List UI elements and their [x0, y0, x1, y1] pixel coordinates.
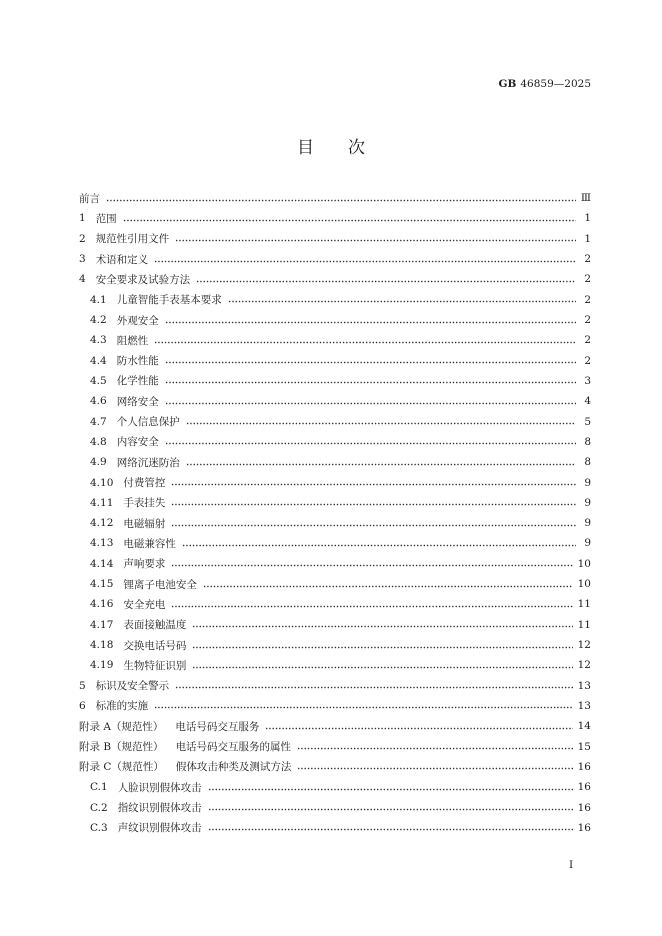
- toc-entry-title: 范围: [95, 212, 117, 225]
- toc-entry-4-17: [79, 615, 591, 635]
- toc-entry-4-5: [79, 371, 591, 391]
- toc-entry-page: 9: [584, 517, 591, 530]
- toc-entry-page: 1: [584, 232, 591, 245]
- dot-leader: [171, 564, 572, 567]
- toc-entry-title: 电话号码交互服务: [175, 720, 260, 733]
- toc-entry-4-13: [79, 533, 591, 553]
- dot-leader: [265, 727, 572, 730]
- dot-leader: [165, 381, 576, 384]
- dot-leader: [192, 666, 572, 669]
- toc-entry-number: 3: [79, 253, 86, 266]
- table-of-contents: [79, 188, 591, 838]
- toc-entry-title: 交换电话号码: [123, 639, 187, 652]
- toc-entry-title: 安全充电: [123, 598, 166, 611]
- toc-entry-4-15: [79, 574, 591, 594]
- toc-entry-page: 14: [577, 720, 591, 733]
- toc-entry-title: 内容安全: [116, 436, 159, 449]
- toc-entry-annex-b: [79, 736, 591, 756]
- toc-entry-4-7: [79, 411, 591, 431]
- dot-leader: [182, 544, 576, 547]
- toc-entry-title: 手表挂失: [123, 497, 166, 510]
- toc-entry-page: 11: [577, 618, 591, 631]
- toc-entry-page: 16: [577, 760, 591, 773]
- dot-leader: [165, 402, 576, 405]
- page-number: I: [569, 859, 574, 871]
- dot-leader: [228, 300, 576, 303]
- dot-leader: [123, 219, 576, 222]
- toc-entry-number: 4.1: [90, 293, 107, 306]
- dot-leader: [297, 747, 573, 750]
- toc-entry-title: 外观安全: [116, 314, 159, 327]
- toc-entry-title: 阻燃性: [116, 334, 149, 347]
- toc-entry-number: 4.7: [90, 415, 107, 428]
- toc-entry-5: [79, 676, 591, 696]
- toc-entry-page: 5: [584, 415, 591, 428]
- toc-entry-number: 2: [79, 232, 86, 245]
- toc-entry-4-9: [79, 452, 591, 472]
- dot-leader: [154, 341, 576, 344]
- toc-entry-number: 4.10: [90, 476, 114, 489]
- dot-leader: [165, 361, 576, 364]
- toc-entry-number: 4.19: [90, 659, 114, 672]
- toc-entry-title: 儿童智能手表基本要求: [116, 294, 222, 307]
- toc-entry-4: [79, 269, 591, 289]
- dot-leader: [196, 280, 576, 283]
- dot-leader: [186, 422, 576, 425]
- dot-leader: [175, 686, 572, 689]
- toc-entry-page: 8: [584, 435, 591, 448]
- toc-entry-page: 9: [584, 476, 591, 489]
- toc-entry-number: 4.18: [90, 639, 114, 652]
- toc-entry-title: 前言: [79, 192, 100, 205]
- standard-code: [499, 78, 591, 90]
- dot-leader: [192, 646, 572, 649]
- toc-entry-page: 4: [584, 395, 591, 408]
- toc-entry-page: 16: [577, 801, 591, 814]
- toc-entry-c-1: [79, 777, 591, 797]
- toc-entry-4-8: [79, 432, 591, 452]
- toc-entry-4-18: [79, 635, 591, 655]
- toc-entry-number: 4.4: [90, 354, 107, 367]
- toc-entry-page: 10: [577, 578, 591, 591]
- toc-entry-title: 标准的实施: [95, 700, 149, 713]
- toc-entry-number: 6: [79, 699, 86, 712]
- toc-entry-title: 网络安全: [116, 395, 159, 408]
- toc-entry-title: 电话号码交互服务的属性: [175, 741, 292, 754]
- toc-entry-4-1: [79, 290, 591, 310]
- toc-entry-number: 4.11: [90, 496, 114, 509]
- toc-entry-number: C.3: [90, 821, 108, 834]
- toc-entry-page: 15: [577, 740, 591, 753]
- toc-entry-page: 9: [584, 537, 591, 550]
- toc-entry-number: 5: [79, 679, 86, 692]
- dot-leader: [165, 442, 576, 445]
- dot-leader: [208, 808, 573, 811]
- toc-entry-number: 1: [79, 212, 86, 225]
- toc-entry-title: 声纹识别假体攻击: [117, 822, 202, 835]
- toc-entry-4-11: [79, 493, 591, 513]
- toc-entry-page: 2: [584, 334, 591, 347]
- dot-leader: [171, 605, 572, 608]
- toc-entry-number: 附录 B（规范性）: [79, 741, 164, 754]
- toc-entry-page: 12: [577, 639, 591, 652]
- toc-entry-4-3: [79, 330, 591, 350]
- toc-entry-page: 2: [584, 314, 591, 327]
- toc-entry-title: 人脸识别假体攻击: [117, 781, 202, 794]
- toc-entry-number: 4: [79, 273, 86, 286]
- toc-entry-title: 化学性能: [116, 375, 159, 388]
- toc-entry-1: [79, 208, 591, 228]
- toc-entry-page: 11: [577, 598, 591, 611]
- toc-entry-number: 附录 A（规范性）: [79, 720, 164, 733]
- toc-entry-title: 标识及安全警示: [95, 680, 170, 693]
- toc-entry-c-2: [79, 797, 591, 817]
- standard-code-prefix: GB: [498, 78, 517, 90]
- toc-entry-4-14: [79, 554, 591, 574]
- dot-leader: [208, 788, 573, 791]
- toc-entry-number: 附录 C（规范性）: [79, 761, 164, 774]
- toc-entry-title: 个人信息保护: [116, 416, 180, 429]
- toc-entry-title: 表面接触温度: [123, 619, 187, 632]
- toc-entry-page: 16: [577, 781, 591, 794]
- toc-entry-4-6: [79, 391, 591, 411]
- toc-entry-page: 9: [584, 496, 591, 509]
- toc-entry-page: 13: [577, 679, 591, 692]
- toc-entry-title: 规范性引用文件: [95, 233, 170, 246]
- toc-entry-page: Ⅲ: [580, 192, 591, 205]
- toc-entry-page: 2: [584, 354, 591, 367]
- toc-entry-4-12: [79, 513, 591, 533]
- toc-entry-title: 电磁辐射: [123, 517, 166, 530]
- toc-entry-number: 4.8: [90, 435, 107, 448]
- toc-entry-page: 2: [584, 273, 591, 286]
- toc-entry-page: 12: [577, 659, 591, 672]
- toc-entry-annex-c: [79, 757, 591, 777]
- toc-entry-2: [79, 229, 591, 249]
- dot-leader: [203, 585, 573, 588]
- toc-entry-number: 4.3: [90, 334, 107, 347]
- toc-entry-number: 4.16: [90, 598, 114, 611]
- toc-entry-page: 16: [577, 821, 591, 834]
- toc-entry-title: 付费管控: [123, 477, 166, 490]
- toc-entry-page: 8: [584, 456, 591, 469]
- toc-entry-page: 2: [584, 253, 591, 266]
- toc-entry-number: 4.17: [90, 618, 114, 631]
- toc-entry-number: 4.6: [90, 395, 107, 408]
- toc-entry-number: 4.9: [90, 456, 107, 469]
- toc-entry-4-4: [79, 351, 591, 371]
- toc-entry-title: 指纹识别假体攻击: [117, 802, 202, 815]
- dot-leader: [171, 483, 576, 486]
- toc-entry-title: 电磁兼容性: [123, 537, 176, 550]
- toc-entry-annex-a: [79, 716, 591, 736]
- toc-entry-title: 锂离子电池安全: [123, 578, 197, 591]
- dot-leader: [208, 828, 573, 831]
- toc-entry-4-2: [79, 310, 591, 330]
- toc-entry-number: C.1: [90, 781, 108, 794]
- toc-entry-page: 2: [584, 293, 591, 306]
- toc-entry-title: 网络沉迷防治: [116, 456, 180, 469]
- toc-entry-title: 术语和定义: [95, 253, 149, 266]
- standard-code-number: 46859—2025: [520, 78, 591, 90]
- toc-entry-4-16: [79, 594, 591, 614]
- toc-entry-3: [79, 249, 591, 269]
- dot-leader: [154, 260, 576, 263]
- dot-leader: [171, 524, 576, 527]
- toc-entry-page: 1: [584, 212, 591, 225]
- toc-entry-title: 生物特征识别: [123, 659, 187, 672]
- dot-leader: [154, 706, 572, 709]
- toc-entry-page: 13: [577, 699, 591, 712]
- toc-entry-number: 4.14: [90, 557, 114, 570]
- toc-entry-number: 4.15: [90, 578, 114, 591]
- toc-entry-title: 声响要求: [123, 558, 166, 571]
- toc-entry-page: 3: [584, 374, 591, 387]
- toc-entry-c-3: [79, 818, 591, 838]
- toc-entry-title: 假体攻击种类及测试方法: [175, 761, 292, 774]
- dot-leader: [297, 767, 572, 770]
- toc-entry-4-10: [79, 472, 591, 492]
- toc-entry-number: 4.5: [90, 374, 107, 387]
- toc-entry-4-19: [79, 655, 591, 675]
- toc-entry-number: 4.13: [90, 537, 114, 550]
- dot-leader: [186, 463, 576, 466]
- toc-entry-number: 4.12: [90, 517, 114, 530]
- page-title: 目 次: [297, 138, 365, 158]
- toc-entry-number: C.2: [90, 801, 108, 814]
- dot-leader: [171, 503, 576, 506]
- toc-entry-number: 4.2: [90, 314, 107, 327]
- toc-entry-title: 安全要求及试验方法: [95, 273, 191, 286]
- toc-entry-page: 10: [577, 557, 591, 570]
- dot-leader: [175, 239, 576, 242]
- toc-entry-6: [79, 696, 591, 716]
- dot-leader: [165, 321, 576, 324]
- dot-leader: [192, 625, 572, 628]
- dot-leader: [106, 199, 576, 202]
- toc-entry-title: 防水性能: [116, 355, 159, 368]
- toc-entry-foreword: [79, 188, 591, 208]
